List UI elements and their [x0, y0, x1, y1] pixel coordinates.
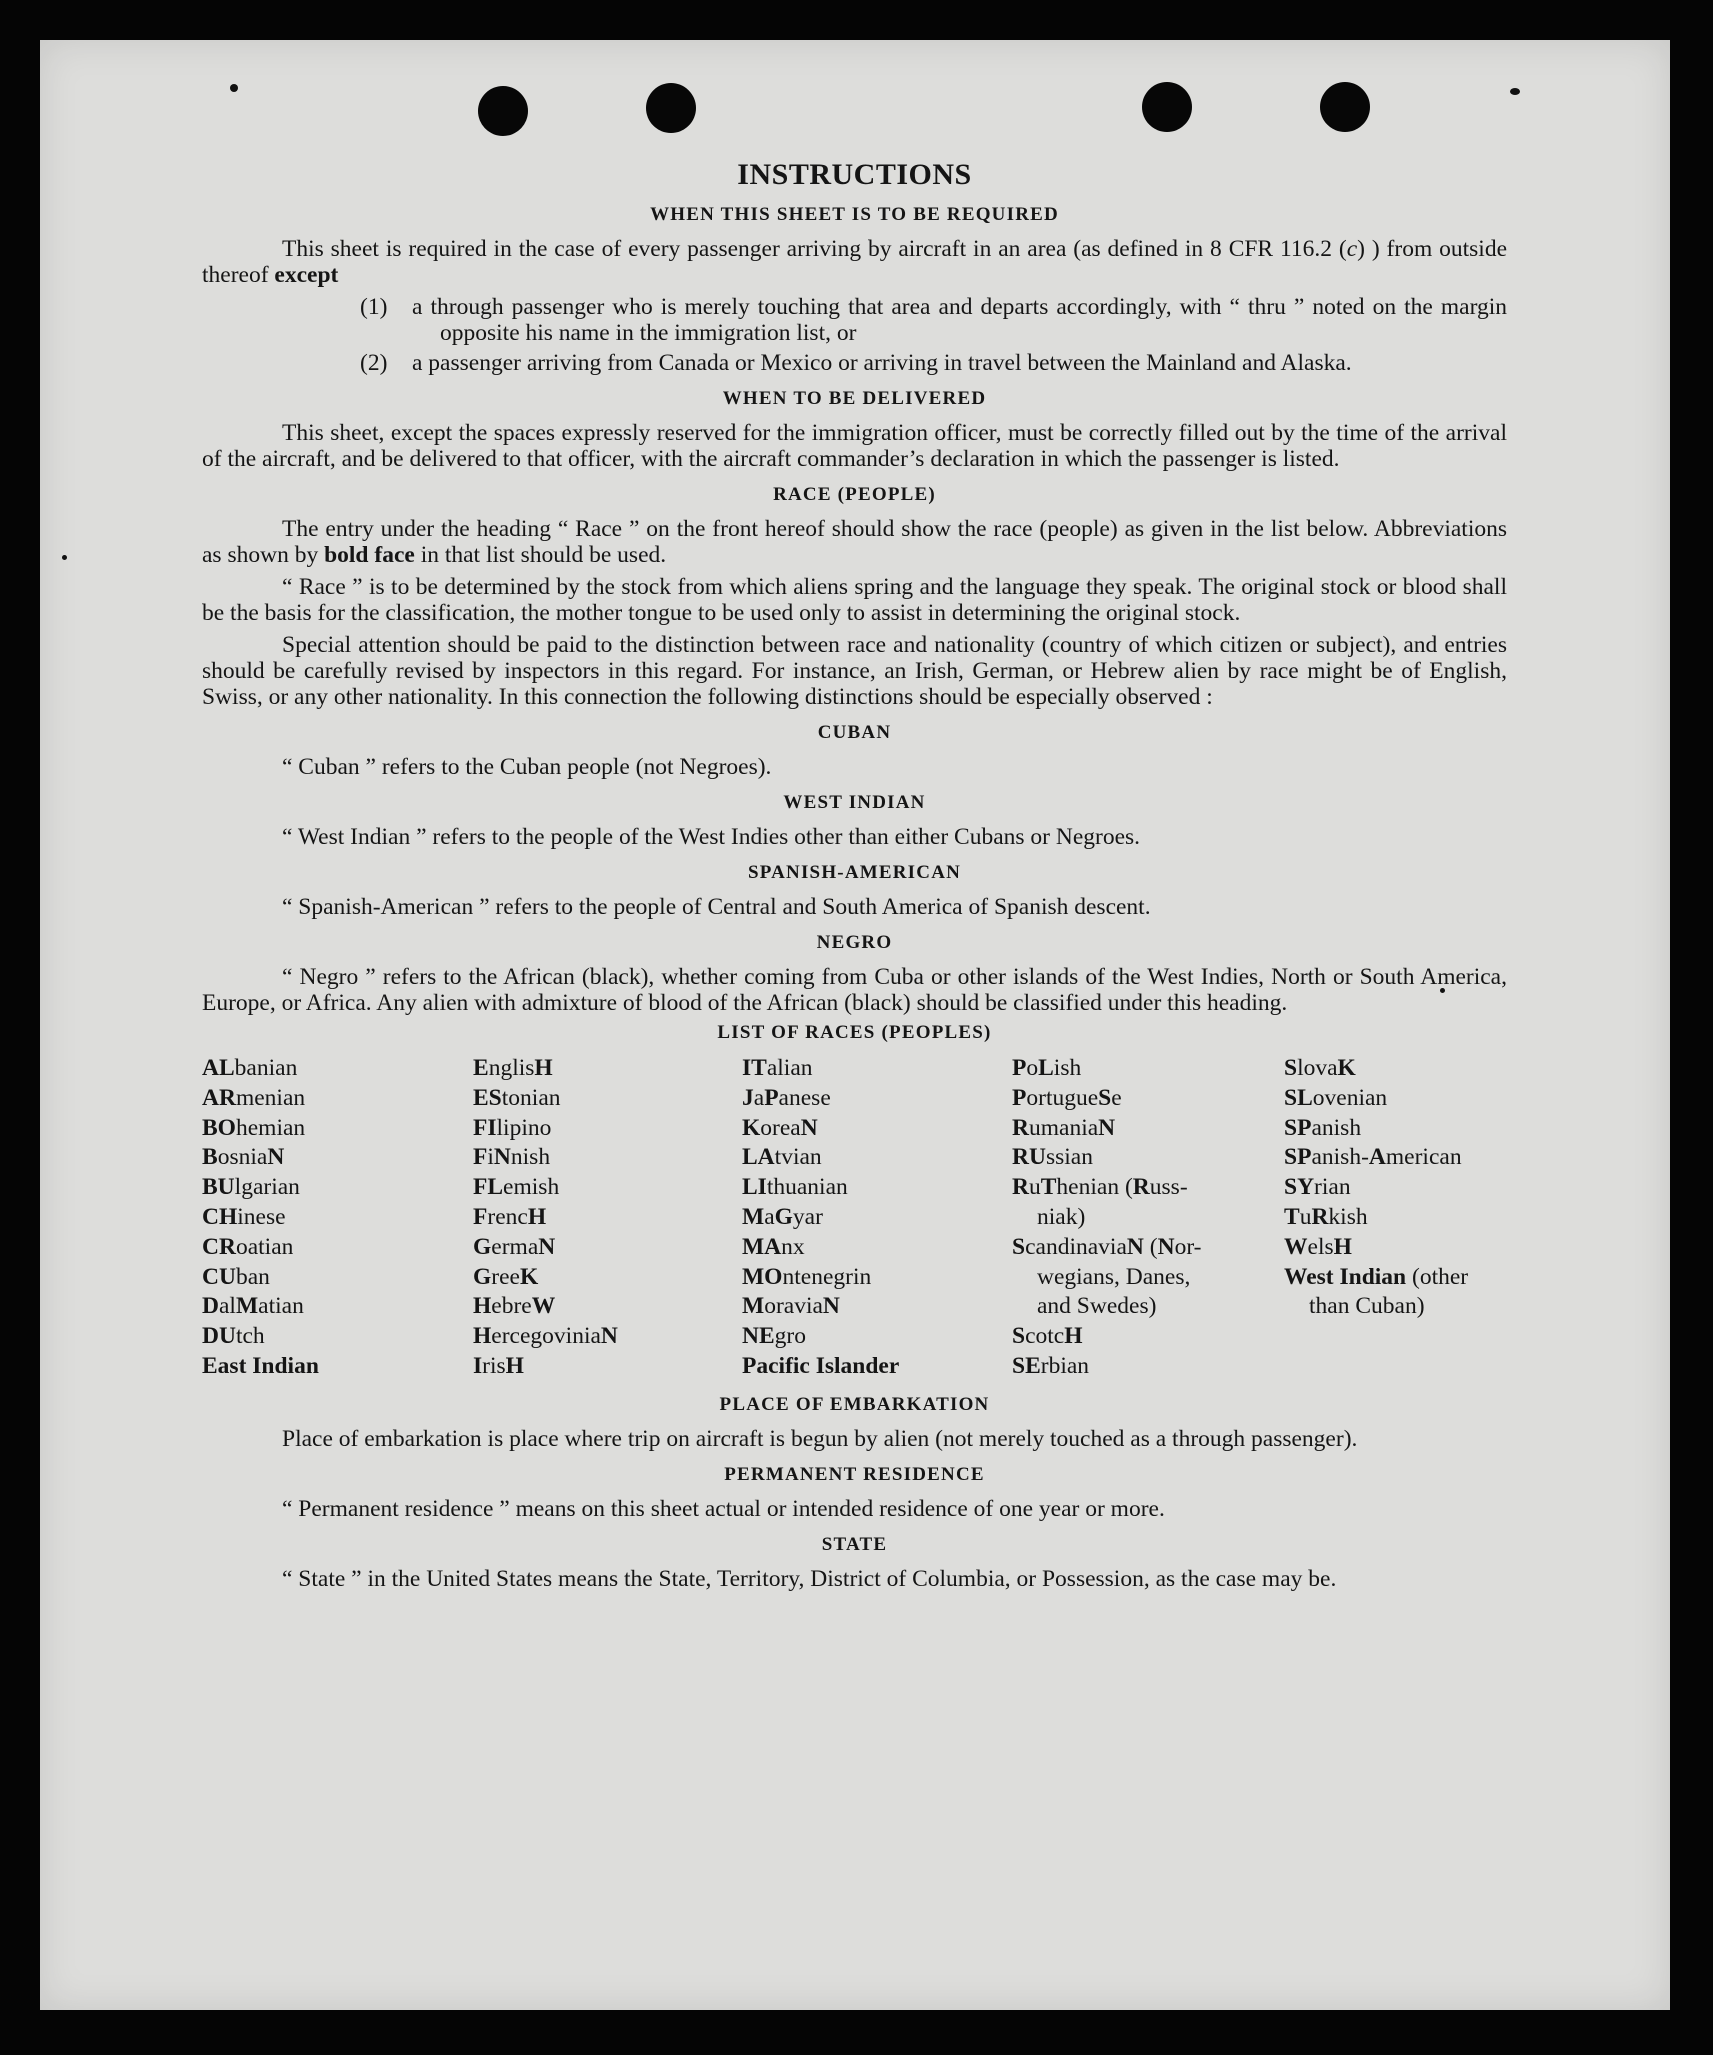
race-entry: FrencH — [473, 1203, 547, 1230]
negro-text: “ Negro ” refers to the African (black), whether coming from Cuba or other islands of the West Indies, North or South America, Europe, or Africa. Any alien with admixture of blood of the African (black) should be classified under this heading. — [202, 964, 1507, 1016]
item-text: a through passenger who is merely touching that area and departs accordingly, with “ thru ” noted on the margin opposite his name in the immigration list, or — [412, 294, 1507, 346]
intro-text: ) ) from outside thereof — [202, 236, 1508, 288]
race-entry: IrisH — [473, 1352, 524, 1379]
race-entry: DUtch — [202, 1323, 265, 1350]
cuban-text: “ Cuban ” refers to the Cuban people (not Negroes). — [282, 754, 772, 780]
speck — [62, 555, 67, 560]
race-text: in that list should be used. — [414, 542, 667, 568]
intro-text: This sheet is required in the case of every passenger arriving by aircraft in an area (as defined in 8 CFR 116.2 ( — [282, 236, 1347, 262]
item-number: (1) — [360, 294, 388, 320]
heading-residence: PERMANENT RESIDENCE — [724, 1463, 985, 1485]
page-title: INSTRUCTIONS — [737, 158, 972, 191]
race-entry: MAnx — [742, 1233, 805, 1260]
heading-embarkation: PLACE OF EMBARKATION — [719, 1393, 990, 1415]
race-entry: GermaN — [473, 1233, 556, 1260]
race-entry: MOntenegrin — [742, 1263, 872, 1290]
exception-item — [202, 294, 1507, 346]
race-entry: ScandinaviaN (Nor- — [1012, 1233, 1202, 1260]
west-indian-text: “ West Indian ” refers to the people of the West Indies other than either Cubans or Negroes. — [282, 824, 1141, 850]
race-entry: ALbanian — [202, 1055, 298, 1081]
race-entry: EnglisH — [473, 1055, 553, 1081]
heading-when-required: WHEN THIS SHEET IS TO BE REQUIRED — [650, 204, 1059, 225]
race-entry: TuRkish — [1284, 1203, 1368, 1230]
race-entry: BOhemian — [202, 1114, 306, 1141]
race-entry: SPanish — [1284, 1114, 1362, 1141]
race-entry: FLemish — [473, 1174, 560, 1201]
item-number: (2) — [360, 350, 388, 376]
speck — [1510, 88, 1520, 95]
race-entry: East Indian — [202, 1352, 319, 1379]
punch-hole — [1142, 82, 1192, 132]
punch-hole — [478, 86, 528, 136]
race-entry: SLovenian — [1284, 1084, 1388, 1111]
race-entry: DalMatian — [202, 1293, 304, 1320]
race-entry: Pacific Islander — [742, 1352, 900, 1379]
races-column — [1012, 1054, 1284, 1382]
heading-list-of-races: LIST OF RACES (PEOPLES) — [717, 1022, 992, 1043]
race-entry: JaPanese — [742, 1084, 831, 1111]
race-entry: RuThenian (Russ- — [1012, 1174, 1188, 1201]
races-column — [742, 1054, 1012, 1382]
race-entry: HebreW — [473, 1293, 556, 1320]
race-entry: and Swedes) — [1037, 1293, 1157, 1320]
race-entry: CUban — [202, 1263, 270, 1290]
residence-text: “ Permanent residence ” means on this sheet actual or intended residence of one year or more. — [282, 1495, 1165, 1522]
when-delivered-text: This sheet, except the spaces expressly reserved for the immigration officer, must be correctly filled out by the time of the arrival of the aircraft, and be delivered to that officer, with the aircraft commander’s declaration in which the passenger is listed. — [202, 420, 1507, 472]
race-entry: FiNnish — [473, 1144, 551, 1171]
race-entry: KoreaN — [742, 1114, 818, 1141]
race-entry: CRoatian — [202, 1233, 294, 1260]
race-entry: RumaniaN — [1012, 1114, 1116, 1141]
races-column — [473, 1054, 742, 1382]
race-entry: EStonian — [473, 1084, 561, 1111]
race-entry: RUssian — [1012, 1144, 1093, 1171]
race-entry: SErbian — [1012, 1352, 1090, 1379]
heading-cuban: CUBAN — [817, 722, 892, 743]
race-bold: bold face — [324, 542, 415, 568]
race-paragraph-1 — [202, 516, 1507, 568]
race-entry: BosniaN — [202, 1144, 285, 1171]
intro-italic: c — [1346, 236, 1358, 262]
punch-hole — [646, 83, 696, 133]
races-column — [1284, 1054, 1507, 1382]
race-entry: PortugueSe — [1012, 1084, 1122, 1111]
race-entry: MoraviaN — [742, 1293, 840, 1320]
punch-hole — [1320, 82, 1370, 132]
race-entry: CHinese — [202, 1203, 286, 1230]
race-entry: MaGyar — [742, 1203, 823, 1230]
race-entry: HercegoviniaN — [473, 1323, 618, 1350]
race-entry: PoLish — [1012, 1055, 1082, 1081]
race-entry: LIthuanian — [742, 1174, 848, 1201]
speck — [230, 84, 238, 92]
race-paragraph-3: Special attention should be paid to the distinction between race and nationality (country of which citizen or subject), and entries should be carefully revised by inspectors in this regard. For instance, an Irish, German, or Hebrew alien by race might be of English, Swiss, or any other nationality. In this connection the following distinctions should be especially observed : — [202, 632, 1507, 710]
races-list — [202, 1054, 1507, 1382]
spanish-american-text: “ Spanish-American ” refers to the people of Central and South America of Spanish descent. — [282, 894, 1151, 920]
race-entry: wegians, Danes, — [1037, 1263, 1191, 1290]
race-entry: than Cuban) — [1309, 1293, 1425, 1320]
when-required-intro — [202, 236, 1507, 288]
race-entry: ScotcH — [1012, 1323, 1083, 1350]
heading-when-delivered: WHEN TO BE DELIVERED — [722, 388, 987, 409]
instructions-content — [202, 158, 1507, 1598]
race-entry: ITalian — [742, 1055, 813, 1081]
race-entry: SlovaK — [1284, 1055, 1356, 1081]
heading-spanish-american: SPANISH-AMERICAN — [747, 862, 962, 883]
item-text: a passenger arriving from Canada or Mexico or arriving in travel between the Mainland and Alaska. — [412, 350, 1352, 376]
embarkation-text: Place of embarkation is place where trip on aircraft is begun by alien (not merely touched as a through passenger). — [282, 1425, 1358, 1452]
race-entry: NEgro — [742, 1323, 806, 1350]
race-entry: GreeK — [473, 1263, 539, 1290]
race-text: The entry under the heading “ Race ” on the front hereof should show the race (people) as given in the list below. Abbreviations as shown by — [202, 516, 1507, 568]
race-entry: niak) — [1037, 1203, 1086, 1230]
race-entry: West Indian (other — [1284, 1263, 1469, 1290]
race-entry: LAtvian — [742, 1144, 822, 1171]
race-entry: SYrian — [1284, 1174, 1351, 1201]
race-entry: FIlipino — [473, 1114, 552, 1141]
heading-state: STATE — [821, 1533, 888, 1555]
heading-west-indian: WEST INDIAN — [783, 792, 926, 813]
document-page — [40, 40, 1670, 2010]
race-entry: WelsH — [1284, 1233, 1352, 1260]
intro-bold: except — [274, 262, 339, 288]
race-paragraph-2: “ Race ” is to be determined by the stock from which aliens spring and the language they speak. The original stock or blood shall be the basis for the classification, the mother tongue to be used only to assist in determining the original stock. — [202, 574, 1507, 626]
heading-race: RACE (PEOPLE) — [773, 484, 936, 505]
state-text: “ State ” in the United States means the State, Territory, District of Columbia, or Possession, as the case may be. — [282, 1565, 1337, 1592]
races-column — [202, 1054, 473, 1382]
exception-item — [202, 350, 1507, 376]
race-entry: SPanish-American — [1284, 1144, 1462, 1171]
heading-negro: NEGRO — [816, 932, 893, 953]
race-entry: BUlgarian — [202, 1174, 300, 1201]
race-entry: ARmenian — [202, 1084, 306, 1111]
